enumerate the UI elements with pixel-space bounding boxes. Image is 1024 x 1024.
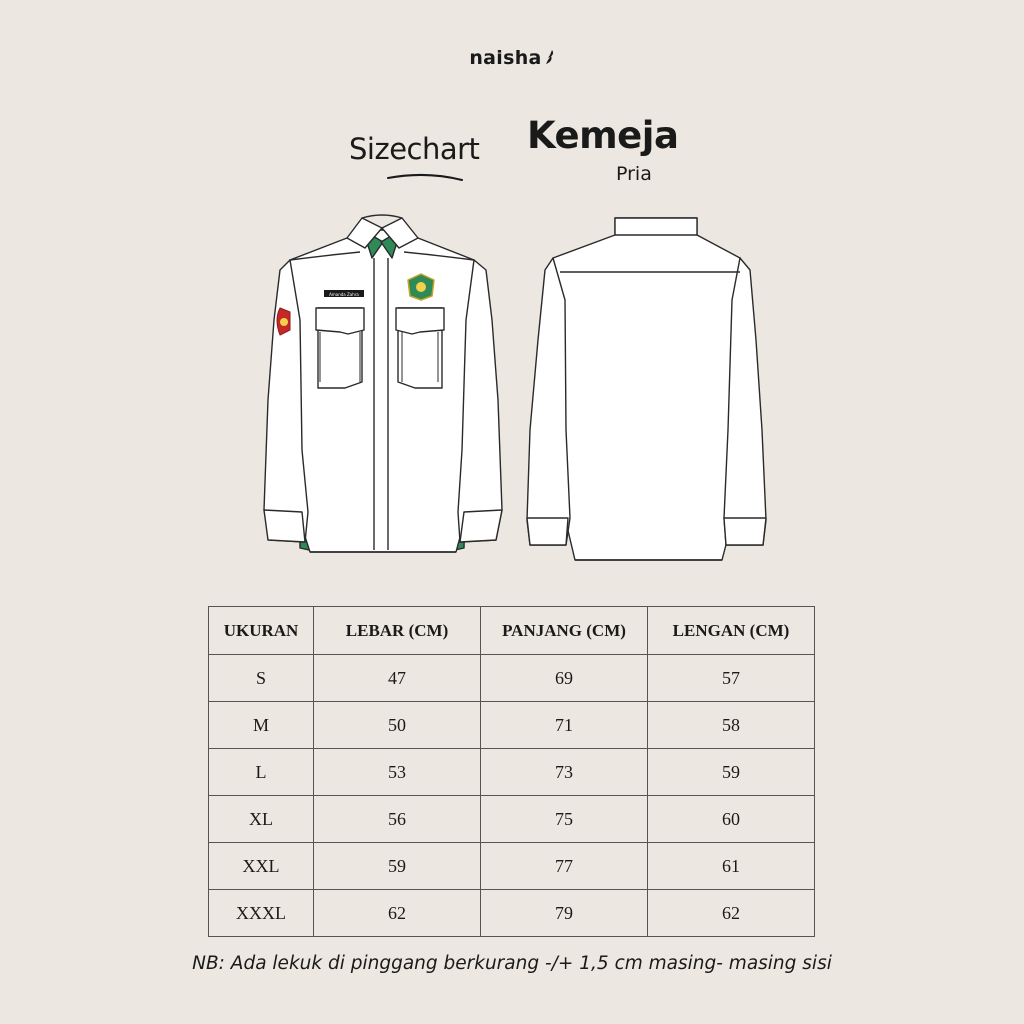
header-panjang: PANJANG (CM) (481, 607, 648, 655)
table-row (209, 843, 815, 890)
table-row (209, 702, 815, 749)
lebar-cell: 59 (314, 843, 481, 890)
footnote: NB: Ada lekuk di pinggang berkurang -/+ 1,5 cm masing- masing sisi (192, 953, 832, 974)
panjang-cell: 73 (481, 749, 648, 796)
brand-logo (0, 47, 1024, 69)
header-lebar: LEBAR (CM) (314, 607, 481, 655)
panjang-cell: 71 (481, 702, 648, 749)
sizechart-title: Sizechart (349, 132, 480, 166)
lebar-cell: 47 (314, 655, 481, 702)
panjang-cell: 69 (481, 655, 648, 702)
lengan-cell: 57 (648, 655, 815, 702)
emblem-icon (408, 274, 434, 300)
table-header-row (209, 607, 815, 655)
panjang-cell: 77 (481, 843, 648, 890)
size-cell: XXL (209, 843, 314, 890)
table-row (209, 890, 815, 937)
title-underline (386, 172, 466, 184)
back-shirt (527, 218, 766, 560)
size-cell: XXXL (209, 890, 314, 937)
panjang-cell: 75 (481, 796, 648, 843)
lengan-cell: 61 (648, 843, 815, 890)
size-cell: M (209, 702, 314, 749)
name-tag-text: Amanda Zahra (329, 292, 359, 297)
panjang-cell: 79 (481, 890, 648, 937)
brand-name: naisha (469, 47, 542, 69)
product-subtitle: Pria (616, 163, 652, 185)
table-row (209, 655, 815, 702)
front-shirt (264, 215, 502, 552)
sleeve-badge-icon (277, 308, 290, 335)
shirt-illustration (0, 200, 1024, 570)
size-cell: L (209, 749, 314, 796)
table-row (209, 796, 815, 843)
size-table (208, 606, 815, 937)
product-title: Kemeja (527, 114, 679, 157)
lengan-cell: 60 (648, 796, 815, 843)
lengan-cell: 62 (648, 890, 815, 937)
leaf-icon (545, 47, 555, 69)
size-cell: S (209, 655, 314, 702)
lebar-cell: 50 (314, 702, 481, 749)
lengan-cell: 59 (648, 749, 815, 796)
lebar-cell: 62 (314, 890, 481, 937)
header-lengan: LENGAN (CM) (648, 607, 815, 655)
table-row (209, 749, 815, 796)
size-cell: XL (209, 796, 314, 843)
lengan-cell: 58 (648, 702, 815, 749)
lebar-cell: 56 (314, 796, 481, 843)
header-ukuran: UKURAN (209, 607, 314, 655)
lebar-cell: 53 (314, 749, 481, 796)
